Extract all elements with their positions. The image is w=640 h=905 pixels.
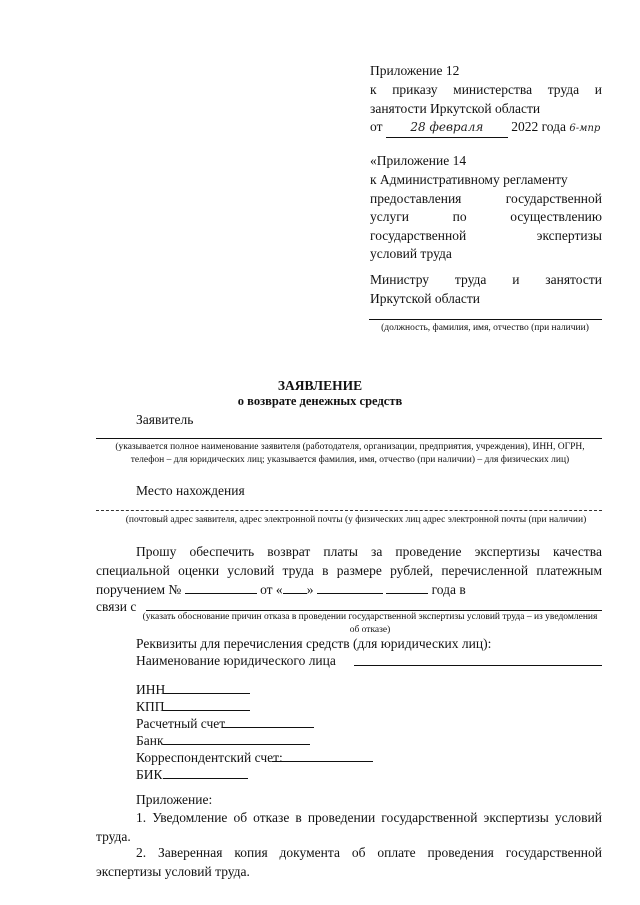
- date-handwritten-field: [386, 117, 508, 138]
- request-quote-close: »: [306, 582, 314, 597]
- attachment-item-1: 1. Уведомление об отказе в проведении государственной экспертизы условий труда.: [96, 810, 602, 844]
- payment-number-field[interactable]: [185, 593, 257, 594]
- corr-account-field[interactable]: [272, 761, 373, 762]
- kpp-field[interactable]: [163, 710, 250, 711]
- bank-label: Банк: [136, 733, 164, 748]
- attachments-heading: Приложение:: [136, 792, 213, 807]
- appendix14-title: «Приложение 14: [370, 153, 467, 168]
- request-paragraph: [96, 542, 602, 599]
- account-field[interactable]: [222, 727, 314, 728]
- appendix14-line3: предоставления государственной: [370, 191, 602, 206]
- appendix14-line5: государственной экспертизы: [370, 228, 602, 243]
- date-year: 2022 года: [511, 119, 567, 134]
- bik-field[interactable]: [163, 778, 248, 779]
- location-hint: (почтовый адрес заявителя, адрес электронной почты (у физических лиц адрес электронной почты (при наличии): [125, 515, 587, 525]
- org-name-field[interactable]: [354, 665, 602, 666]
- document-subtitle: о возврате денежных средств: [237, 394, 403, 408]
- inn-field[interactable]: [163, 693, 250, 694]
- reason-line: [96, 597, 136, 616]
- request-year: года в: [431, 582, 466, 597]
- payment-day-field[interactable]: [283, 593, 307, 594]
- applicant-label: Заявитель: [136, 412, 194, 427]
- kpp-label: КПП: [136, 699, 165, 714]
- date-prefix: от: [370, 119, 383, 134]
- appendix14-line2: к Административному регламенту: [370, 172, 568, 187]
- appendix-number: Приложение 12: [370, 63, 460, 78]
- corr-account-label: Корреспондентский счет:: [136, 750, 283, 765]
- appendix-ministry-line: занятости Иркутской области: [370, 101, 541, 116]
- addressee-line1: Министру труда и занятости: [370, 272, 602, 287]
- addressee-hint: (должность, фамилия, имя, отчество (при наличии): [381, 323, 589, 333]
- appendix14-line4: услуги по осуществлению: [370, 209, 602, 224]
- applicant-hint: (указывается полное наименование заявителя (работодателя, организации, предприятия, учреждения), ИНН, ОГРН, телефон – для юридических лиц; указывается фамилия, имя, отчество (при наличии) – для физических лиц): [115, 442, 585, 465]
- org-name-label: Наименование юридического лица: [136, 653, 336, 668]
- applicant-rule: [96, 438, 602, 439]
- bik-label: БИК: [136, 767, 163, 782]
- bank-field[interactable]: [163, 744, 310, 745]
- payment-year-field[interactable]: [386, 593, 428, 594]
- appendix14-line6: условий труда: [370, 246, 452, 261]
- account-label: Расчетный счет: [136, 716, 226, 731]
- location-label: Место нахождения: [136, 483, 245, 498]
- addressee-rule: [369, 319, 602, 320]
- addressee-line2: Иркутской области: [370, 291, 481, 306]
- date-handwritten: 28 февраля: [410, 120, 484, 134]
- document-title: ЗАЯВЛЕНИЕ: [277, 378, 363, 393]
- location-rule: [96, 510, 602, 511]
- request-text: Прошу обеспечить возврат платы за проведение экспертизы качества специальной оценки условий труда в размере рублей, перечисленной платежным поручением №: [96, 544, 602, 597]
- appendix-date-line: [370, 117, 600, 138]
- inn-label: ИНН: [136, 682, 166, 697]
- order-number-handwritten: 6-мпр: [569, 123, 601, 134]
- reason-hint: (указать обоснование причин отказа в проведении государственной экспертизы условий труда – из уведомления об отказе): [142, 612, 598, 635]
- requisites-heading: Реквизиты для перечисления средств (для юридических лиц):: [136, 636, 492, 651]
- request-from: от «: [260, 582, 283, 597]
- attachment-item-2: 2. Заверенная копия документа об оплате проведения государственной экспертизы условий труда.: [96, 845, 602, 879]
- appendix-order-line: к приказу министерства труда и: [370, 82, 602, 97]
- request-due-to: связи с: [96, 599, 137, 614]
- payment-month-field[interactable]: [317, 593, 383, 594]
